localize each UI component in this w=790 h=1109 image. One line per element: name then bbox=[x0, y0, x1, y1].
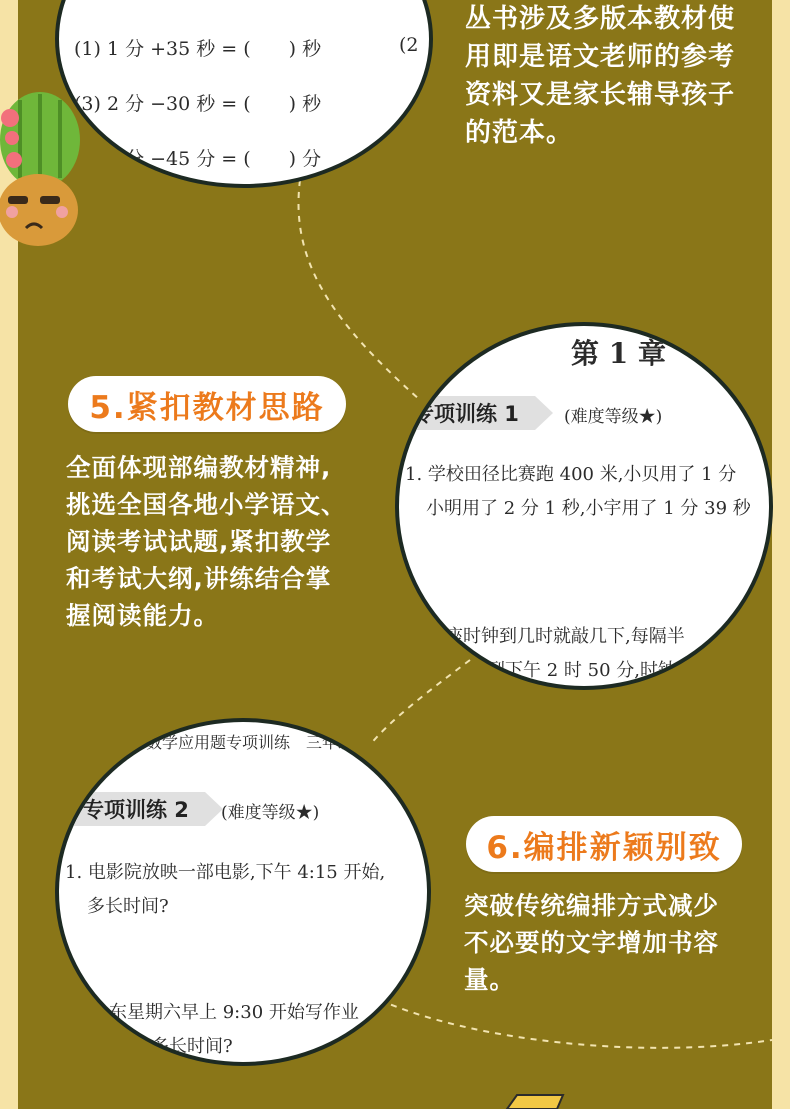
chapter-title: 第 1 章 bbox=[571, 337, 666, 370]
intro-line: 用即是语文老师的参考 bbox=[465, 42, 736, 72]
intro-text bbox=[465, 0, 735, 152]
question-line: 东星期六早上 9:30 开始写作业 bbox=[109, 1002, 359, 1023]
feature-6-line: 不必要的文字增加书容 bbox=[464, 928, 719, 957]
question-line: 到下午 2 时 50 分,时钟 bbox=[487, 660, 676, 681]
feature-6-line: 量。 bbox=[464, 965, 515, 994]
excerpt-line: (5) 4 分 −45 分 = ( ) 分 bbox=[74, 148, 322, 170]
question-line: 1. 电影院放映一部电影,下午 4:15 开始, bbox=[65, 862, 386, 883]
feature-5-description bbox=[66, 449, 347, 634]
feature-5-line: 和考试大纲,讲练结合掌 bbox=[66, 564, 332, 593]
feature-5-line: 全面体现部编教材精神, bbox=[66, 453, 332, 482]
feature-6-description bbox=[464, 887, 719, 998]
feature-6-line: 突破传统编排方式减少 bbox=[464, 891, 719, 920]
excerpt-line: (2 bbox=[399, 34, 419, 56]
feature-6-title: 6.编排新颖别致 bbox=[466, 816, 742, 872]
intro-line: 资料又是家长辅导孩子 bbox=[465, 80, 736, 110]
training-2-excerpt-circle bbox=[55, 718, 431, 1066]
feature-5-line: 挑选全国各地小学语文、 bbox=[66, 490, 347, 519]
book-corner-icon bbox=[505, 1092, 565, 1109]
excerpt-line: (3) 2 分 −30 秒 = ( ) 秒 bbox=[74, 93, 322, 115]
question-line: 多长时间? bbox=[87, 896, 169, 917]
question-line: 座时钟到几时就敲几下,每隔半 bbox=[445, 626, 685, 647]
intro-line: 丛书涉及多版本教材使 bbox=[465, 4, 736, 34]
difficulty-level: (难度等级★) bbox=[564, 407, 663, 427]
difficulty-level: (难度等级★) bbox=[221, 803, 320, 823]
chapter-1-excerpt-circle bbox=[395, 322, 773, 690]
book-header: 小学数学应用题专项训练 三年级 bbox=[114, 733, 355, 752]
intro-line: 的范本。 bbox=[465, 118, 574, 148]
question-line: 小明用了 2 分 1 秒,小宇用了 1 分 39 秒 bbox=[426, 498, 751, 519]
feature-5-title: 5.紧扣教材思路 bbox=[68, 376, 346, 432]
exercise-tag: 专项训练 2 bbox=[65, 792, 205, 826]
feature-5-line: 握阅读能力。 bbox=[66, 601, 219, 630]
exercise-tag: 专项训练 1 bbox=[399, 396, 535, 430]
question-line: 多长时间? bbox=[151, 1036, 233, 1057]
question-line: 1. 学校田径比赛跑 400 米,小贝用了 1 分 bbox=[405, 464, 737, 485]
feature-5-line: 阅读考试试题,紧扣教学 bbox=[66, 527, 332, 556]
excerpt-line: (1) 1 分 +35 秒 = ( ) 秒 bbox=[74, 38, 322, 60]
